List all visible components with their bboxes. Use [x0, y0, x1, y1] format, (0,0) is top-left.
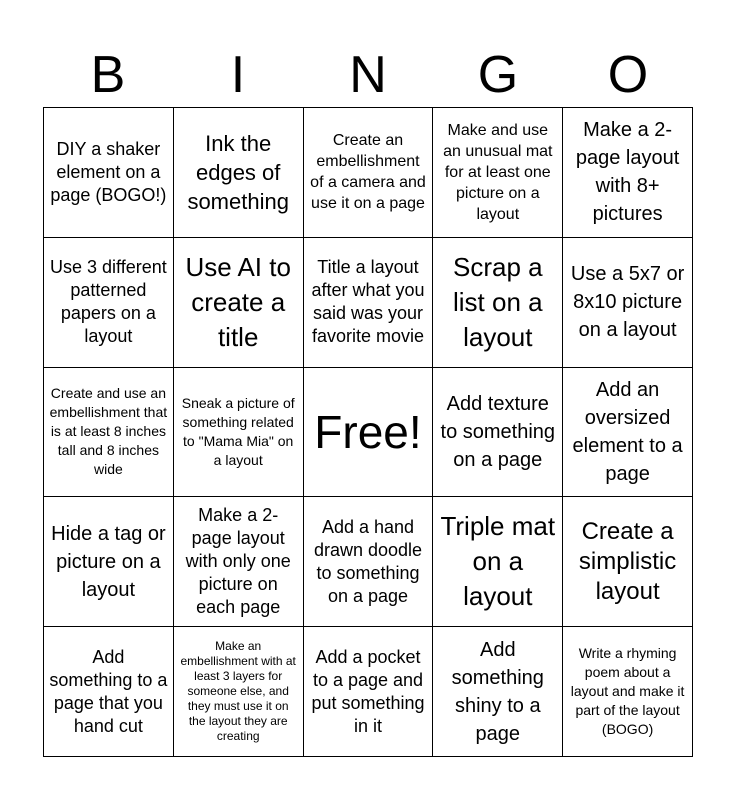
- cell-text: Sneak a picture of something related to "Mama Mia" on a layout: [181, 394, 295, 468]
- cell-text: Hide a tag or picture on a layout: [51, 522, 166, 601]
- bingo-cell-r2-c2[interactable]: [174, 238, 304, 368]
- bingo-cell-r5-c5[interactable]: [563, 627, 693, 757]
- bingo-card-grid: [43, 107, 693, 757]
- bingo-cell-r1-c1[interactable]: [44, 108, 174, 238]
- cell-text: Add something to a page that you hand cut: [49, 646, 168, 736]
- cell-text: Triple mat on a layout: [440, 511, 556, 612]
- cell-text: Add texture to something on a page: [440, 392, 556, 471]
- cell-text: Make a 2-page layout with 8+ pictures: [575, 119, 680, 226]
- bingo-cell-r1-c4[interactable]: [433, 108, 563, 238]
- bingo-cell-free-space[interactable]: [304, 368, 434, 498]
- cell-text: Make an embellishment with at least 3 layers for someone else, and they must use it on the layout they are creating: [180, 639, 296, 744]
- cell-text: Make a 2-page layout with only one picture on each page: [185, 505, 291, 618]
- cell-text: Add something shiny to a page: [451, 638, 544, 745]
- free-space-text: Free!: [314, 405, 422, 458]
- header-letter-i: I: [230, 46, 246, 104]
- bingo-cell-r4-c2[interactable]: [174, 497, 304, 627]
- header-letter-n: N: [349, 46, 387, 104]
- bingo-cell-r4-c5[interactable]: [563, 497, 693, 627]
- bingo-cell-r3-c4[interactable]: [433, 368, 563, 498]
- cell-text: Use 3 different patterned papers on a layout: [50, 257, 167, 347]
- header-letter-o: O: [607, 46, 649, 104]
- cell-text: Ink the edges of something: [187, 130, 289, 214]
- bingo-cell-r4-c3[interactable]: [304, 497, 434, 627]
- cell-text: Title a layout after what you said was your favorite movie: [311, 257, 425, 347]
- bingo-cell-r5-c4[interactable]: [433, 627, 563, 757]
- bingo-header: [43, 46, 693, 104]
- bingo-cell-r2-c1[interactable]: [44, 238, 174, 368]
- bingo-cell-r1-c5[interactable]: [563, 108, 693, 238]
- cell-text: Add a hand drawn doodle to something on a page: [313, 516, 423, 606]
- cell-text: Add a pocket to a page and put something in it: [311, 646, 425, 736]
- bingo-cell-r3-c1[interactable]: [44, 368, 174, 498]
- bingo-cell-r2-c5[interactable]: [563, 238, 693, 368]
- cell-text: Use AI to create a title: [185, 251, 291, 352]
- bingo-cell-r4-c1[interactable]: [44, 497, 174, 627]
- header-letter-g: G: [477, 46, 519, 104]
- bingo-cell-r4-c4[interactable]: [433, 497, 563, 627]
- cell-text: Create a simplistic layout: [578, 517, 677, 605]
- bingo-cell-r3-c5[interactable]: [563, 368, 693, 498]
- bingo-cell-r3-c2[interactable]: [174, 368, 304, 498]
- cell-text: Create an embellishment of a camera and use it on a page: [310, 132, 426, 213]
- bingo-cell-r1-c2[interactable]: [174, 108, 304, 238]
- cell-text: Write a rhyming poem about a layout and make it part of the layout (BOGO): [570, 645, 685, 738]
- header-letter-b: B: [90, 46, 126, 104]
- cell-text: Make and use an unusual mat for at least one picture on a layout: [443, 121, 553, 223]
- bingo-cell-r5-c2[interactable]: [174, 627, 304, 757]
- cell-text: Scrap a list on a layout: [452, 251, 543, 352]
- cell-text: Use a 5x7 or 8x10 picture on a layout: [570, 263, 685, 342]
- bingo-cell-r5-c3[interactable]: [304, 627, 434, 757]
- bingo-cell-r1-c3[interactable]: [304, 108, 434, 238]
- cell-text: Add an oversized element to a page: [572, 378, 683, 485]
- bingo-cell-r2-c4[interactable]: [433, 238, 563, 368]
- cell-text: DIY a shaker element on a page (BOGO!): [50, 138, 167, 205]
- cell-text: Create and use an embellishment that is at least 8 inches tall and 8 inches wide: [49, 385, 168, 478]
- bingo-cell-r5-c1[interactable]: [44, 627, 174, 757]
- bingo-cell-r2-c3[interactable]: [304, 238, 434, 368]
